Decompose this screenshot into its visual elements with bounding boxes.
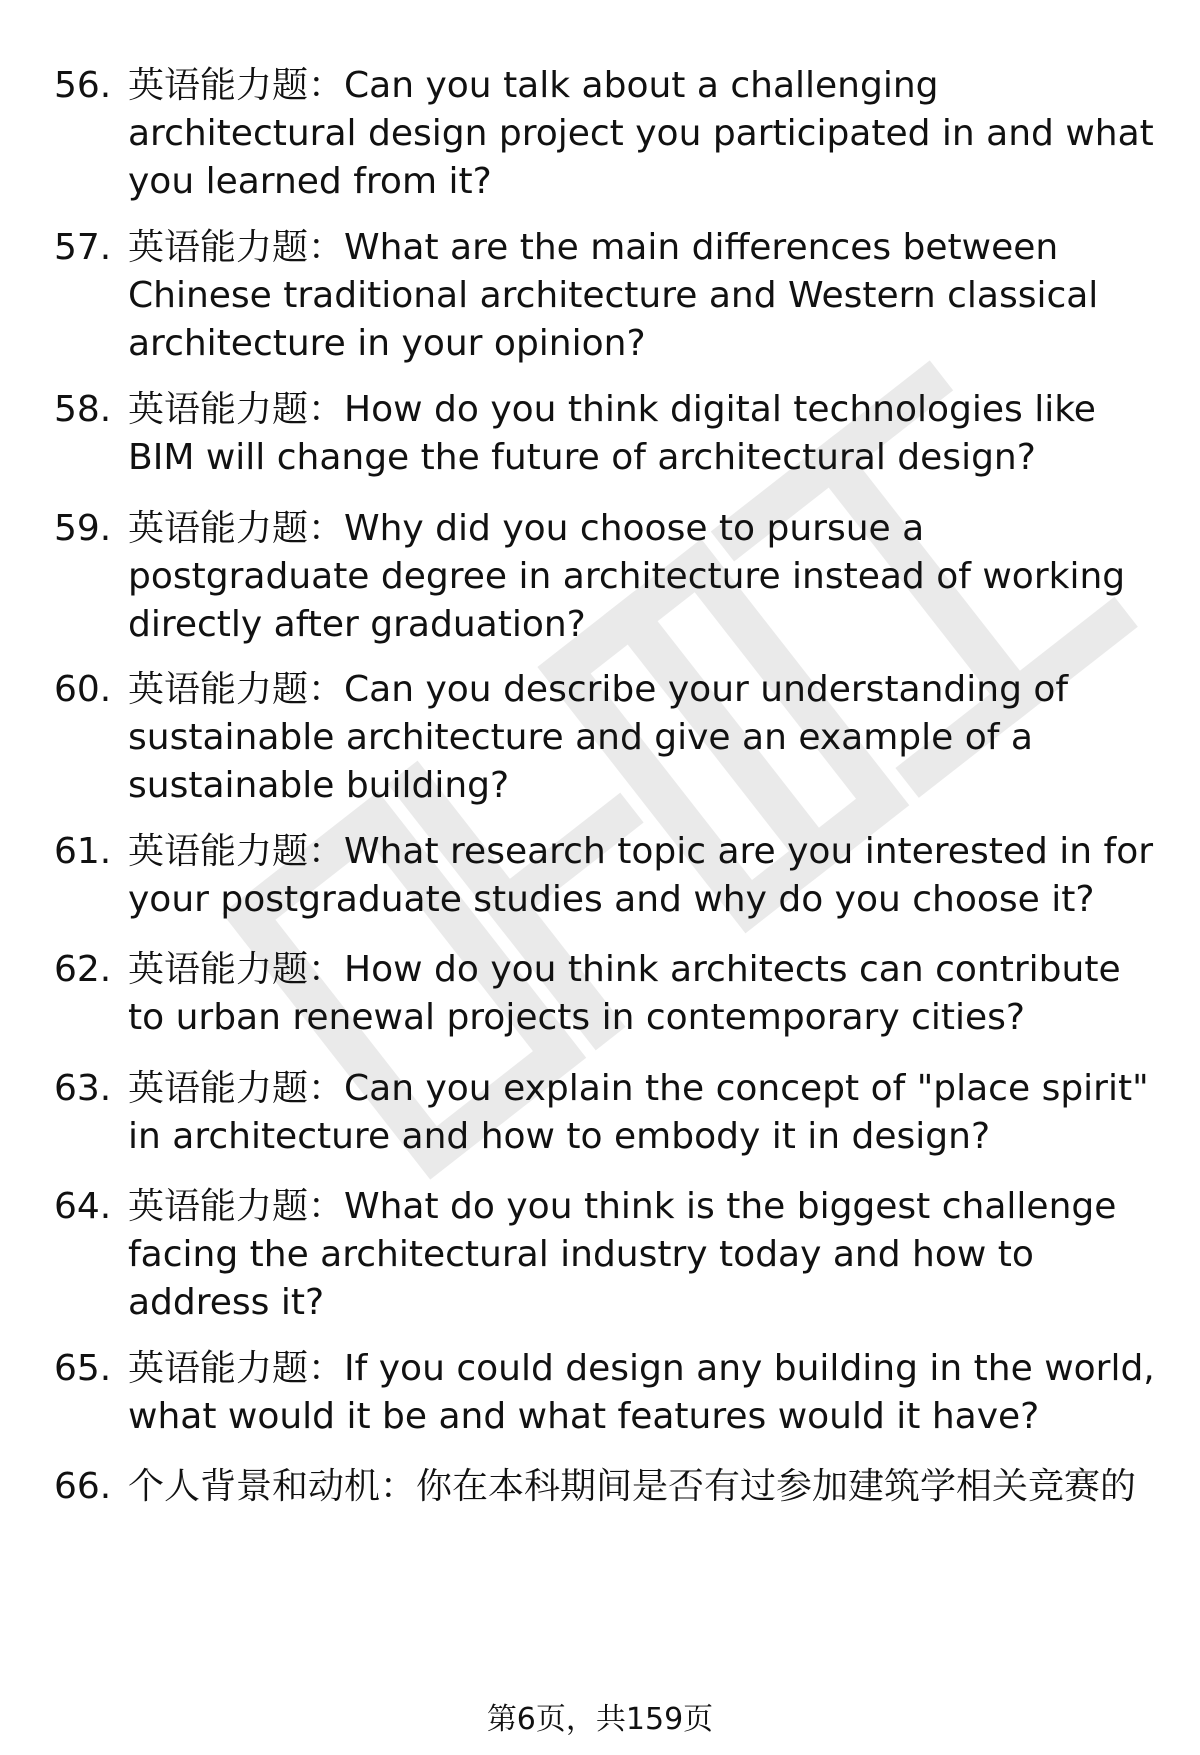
question-category: 英语能力题： [128, 1186, 345, 1227]
question-body [128, 828, 1158, 924]
question-body [128, 666, 1158, 810]
question-text: If you could design any building in the world, what would it be and what features would it have? [128, 1348, 1155, 1437]
question-body [128, 1065, 1158, 1161]
question-number: 56. [54, 65, 112, 106]
question-category: 英语能力题： [128, 508, 345, 549]
question-text: 你在本科期间是否有过参加建筑学相关竞赛的 [416, 1466, 1137, 1507]
question-category: 英语能力题： [128, 1068, 345, 1109]
question-category: 英语能力题： [128, 949, 345, 990]
question-body [128, 1183, 1158, 1327]
question-body [128, 946, 1158, 1042]
question-text: What do you think is the biggest challenge facing the architectural industry today and how to address it? [128, 1186, 1117, 1323]
question-category: 英语能力题： [128, 669, 345, 710]
question-body [128, 505, 1158, 649]
question-text: Why did you choose to pursue a postgraduate degree in architecture instead of working directly after graduation? [128, 508, 1126, 645]
question-category: 英语能力题： [128, 65, 345, 106]
question-category: 英语能力题： [128, 1348, 345, 1389]
page-number-footer: 第6页，共159页 [486, 1702, 714, 1737]
question-text: What are the main differences between Chinese traditional architecture and Western classical architecture in your opinion? [128, 227, 1099, 364]
question-body [128, 62, 1158, 206]
question-text: How do you think digital technologies like BIM will change the future of architectural design? [128, 389, 1096, 478]
question-body [128, 386, 1158, 482]
question-number: 58. [54, 389, 112, 430]
question-text: Can you talk about a challenging architectural design project you participated in and what you learned from it? [128, 65, 1154, 202]
question-category: 个人背景和动机： [128, 1466, 417, 1507]
question-text: What research topic are you interested in for your postgraduate studies and why do you choose it? [128, 831, 1154, 920]
question-body [128, 224, 1158, 368]
question-number: 61. [54, 831, 112, 872]
question-number: 57. [54, 227, 112, 268]
question-number: 64. [54, 1186, 112, 1227]
question-number: 60. [54, 669, 112, 710]
question-body [128, 1463, 1158, 1511]
question-body [128, 1345, 1158, 1441]
question-number: 59. [54, 508, 112, 549]
question-number: 63. [54, 1068, 112, 1109]
question-category: 英语能力题： [128, 389, 345, 430]
question-category: 英语能力题： [128, 227, 345, 268]
question-number: 65. [54, 1348, 112, 1389]
question-text: How do you think architects can contribute to urban renewal projects in contemporary cities? [128, 949, 1121, 1038]
question-text: Can you describe your understanding of sustainable architecture and give an example of a sustainable building? [128, 669, 1069, 806]
question-text: Can you explain the concept of "place spirit" in architecture and how to embody it in design? [128, 1068, 1149, 1157]
question-number: 62. [54, 949, 112, 990]
question-category: 英语能力题： [128, 831, 345, 872]
question-number: 66. [54, 1466, 112, 1507]
